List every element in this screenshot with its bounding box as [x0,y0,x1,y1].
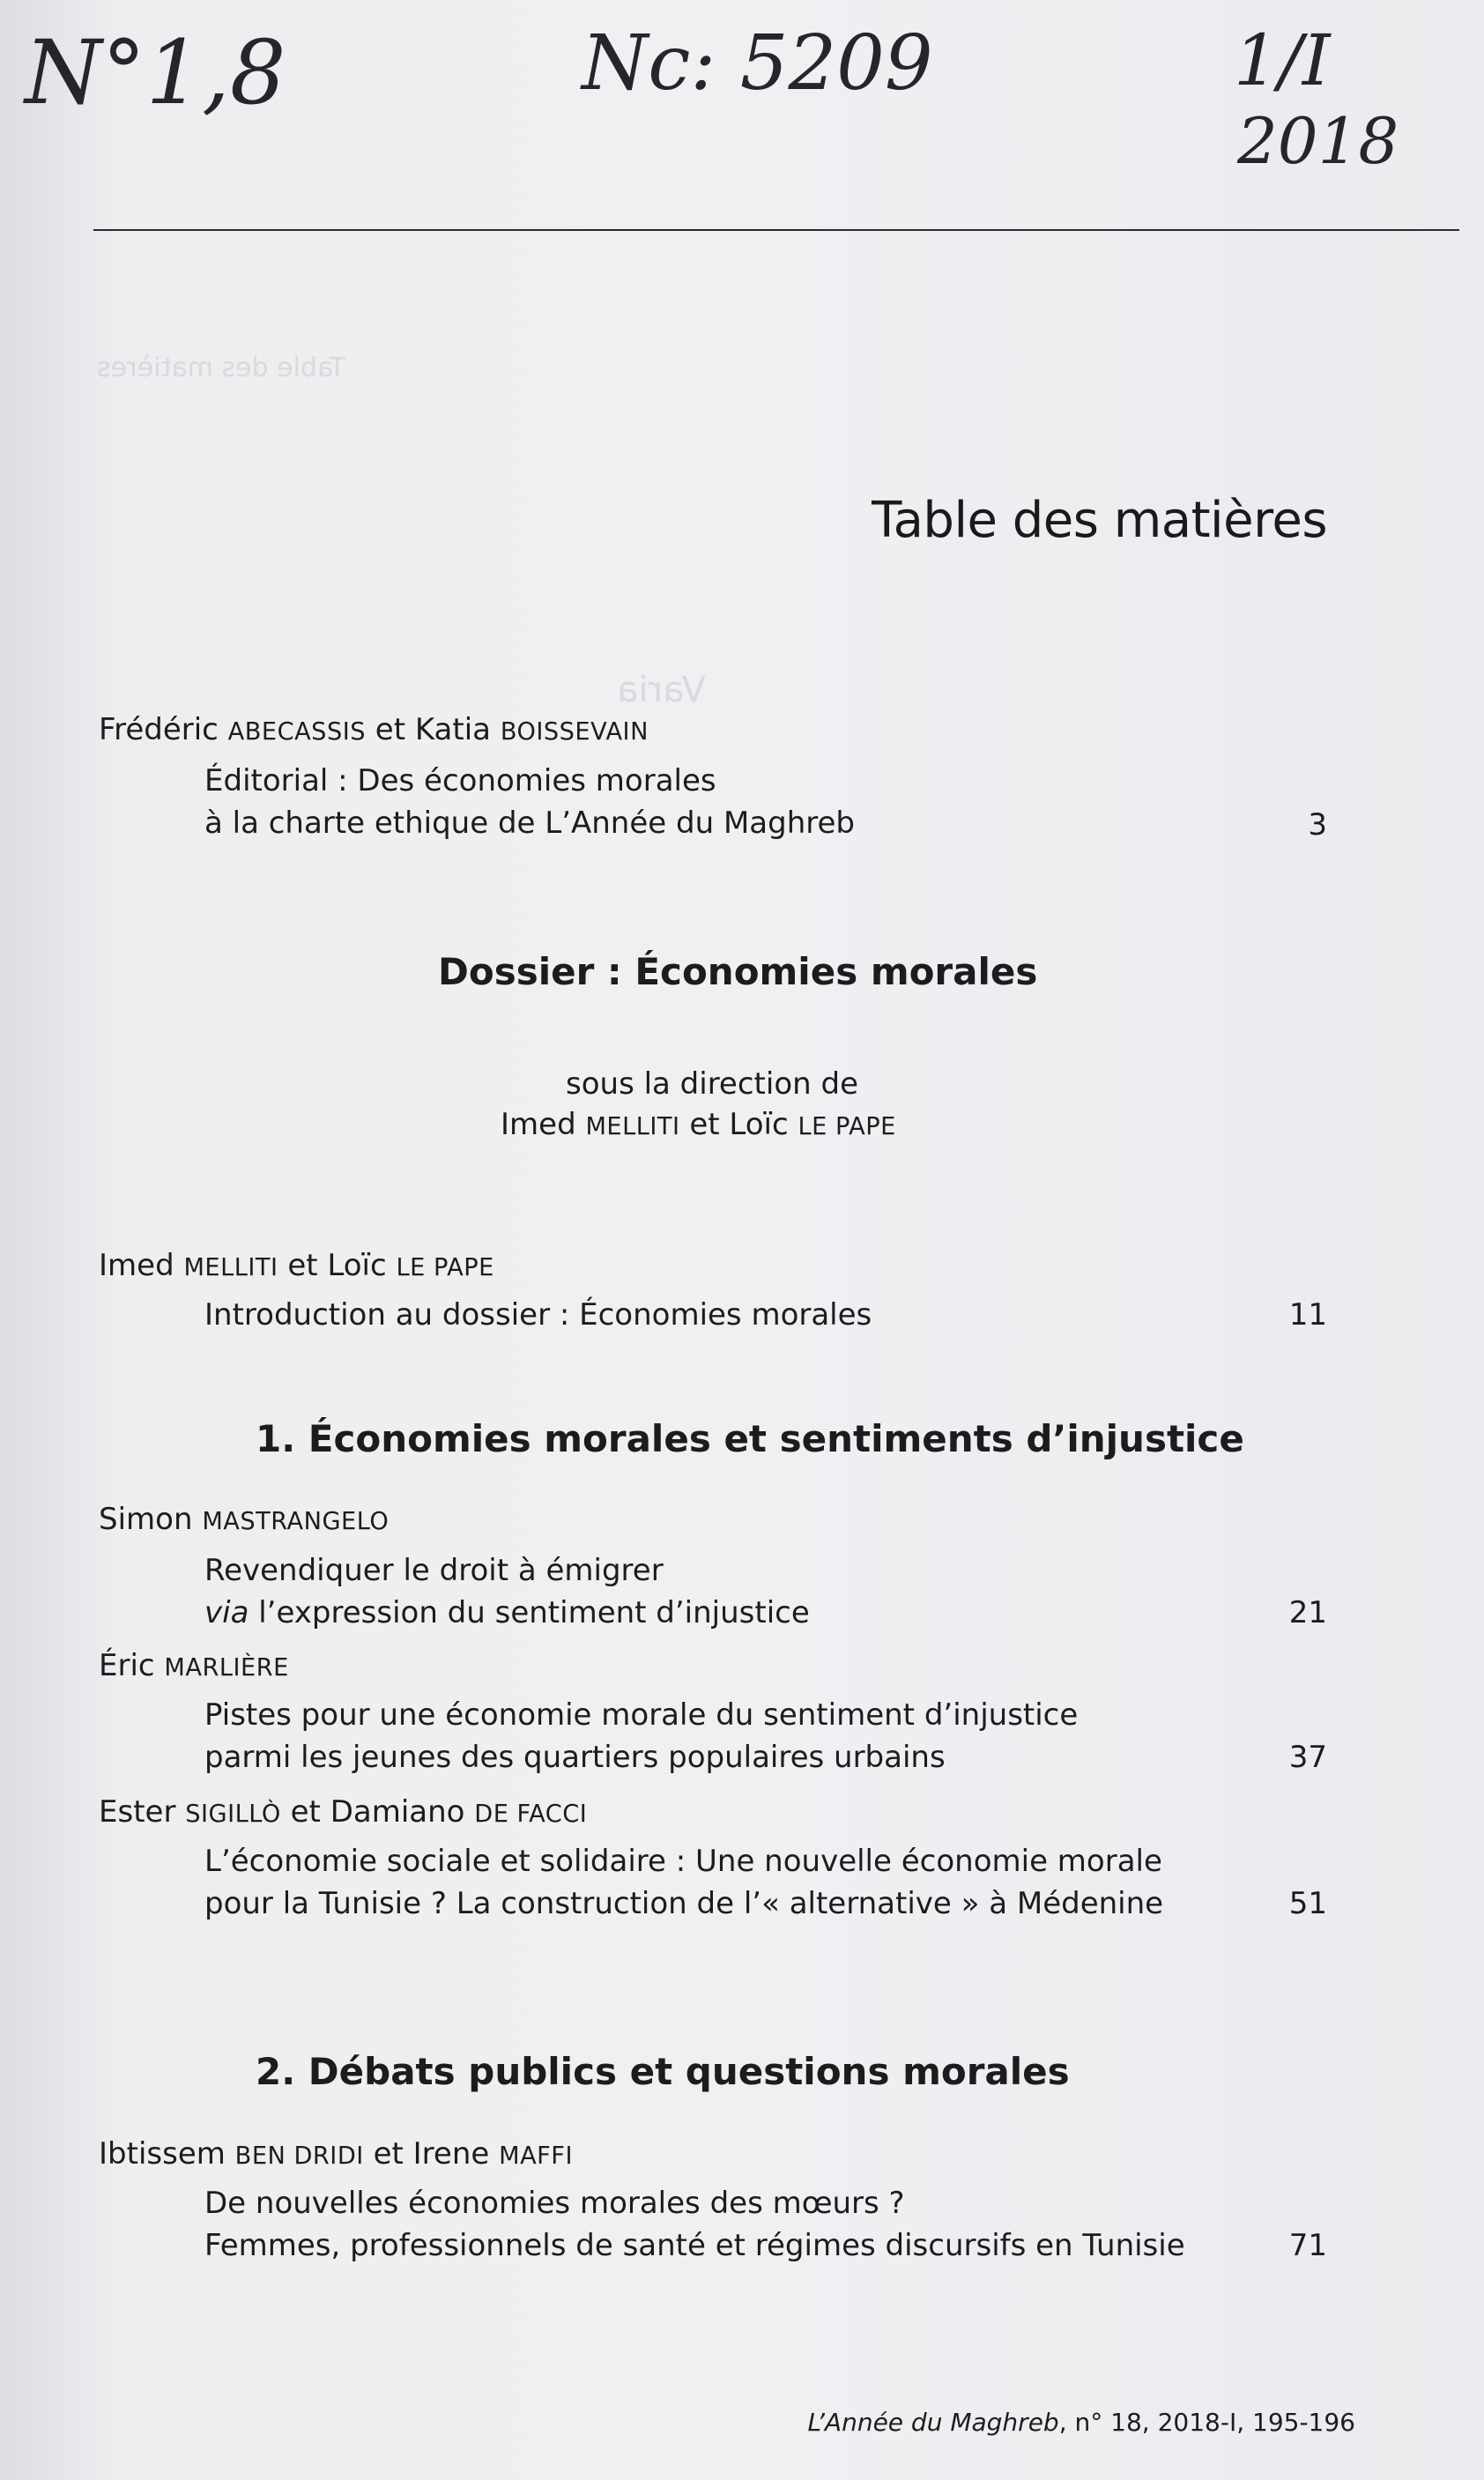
dossier-direction-label: sous la direction de [566,1066,858,1102]
italic-word: via [204,1595,249,1630]
entry-title-line1: Revendiquer le droit à émigrer [204,1553,664,1588]
section1-heading: 1. Économies morales et sentiments d’injustice [256,1417,1244,1460]
entry-title-line1: Pistes pour une économie morale du sentiment d’injustice [204,1697,1079,1733]
editorial-authors [99,712,649,747]
author-first: Imed [99,1248,184,1283]
handwritten-year: 2018 [1237,104,1399,178]
entry-page-number: 21 [1288,1595,1327,1630]
show-through-text: Varia [617,670,706,710]
page-title: Table des matières [872,492,1327,549]
entry-title-line1: De nouvelles économies morales des mœurs ? [204,2186,905,2221]
author-join: et Damiano [280,1794,475,1830]
editorial-title-line1: Éditorial : Des économies morales [204,763,716,798]
author-last: LE PAPE [396,1254,494,1281]
editorial-title-line2: à la charte ethique de L’Année du Maghreb [204,806,855,841]
entry-title-line2: pour la Tunisie ? La construction de l’« alternative » à Médenine [204,1886,1164,1921]
show-through-text: Table des matières [97,353,345,383]
intro-title: Introduction au dossier : Économies morales [204,1297,872,1333]
author-first: Simon [99,1502,203,1537]
director-last: MELLITI [585,1113,680,1140]
author-last: MAFFI [499,2142,573,2170]
journal-name: L’Année du Maghreb [807,2408,1059,2437]
director-last: LE PAPE [798,1113,896,1140]
entry-authors [99,1648,289,1683]
author-last: DE FACCI [474,1801,588,1828]
entry-page-number: 51 [1288,1886,1327,1921]
entry-title-rest: l’expression du sentiment d’injustice [249,1595,810,1630]
entry-authors [99,2136,573,2172]
author-last: BOISSEVAIN [500,718,649,746]
director-first: Imed [501,1107,586,1142]
entry-title-line2 [204,1595,810,1630]
dossier-directors [501,1107,896,1142]
author-join: et Loïc [278,1248,397,1283]
intro-page-number: 11 [1288,1297,1327,1333]
author-last: ABECASSIS [227,718,366,746]
entry-title-line2: parmi les jeunes des quartiers populaires urbains [204,1740,946,1775]
handwritten-number: N°1,8 [25,21,286,124]
author-first: Frédéric [99,712,228,747]
intro-authors [99,1248,494,1283]
author-join: et Irene [363,2136,500,2172]
author-last: MASTRANGELO [202,1508,390,1535]
author-join: et Katia [365,712,501,747]
header-rule [93,229,1459,231]
entry-authors [99,1794,587,1830]
author-last: MARLIÈRE [164,1654,289,1682]
journal-details: , n° 18, 2018-I, 195-196 [1058,2408,1355,2437]
handwritten-issue: 1/I [1234,19,1331,101]
author-first: Éric [99,1648,165,1683]
entry-page-number: 37 [1288,1740,1327,1775]
entry-title-line1: L’économie sociale et solidaire : Une nouvelle économie morale [204,1844,1162,1879]
author-last: BEN DRIDI [234,2142,364,2170]
handwritten-code: Nc: 5209 [582,19,933,108]
entry-page-number: 71 [1288,2228,1327,2263]
author-last: SIGILLÒ [185,1801,281,1828]
dossier-heading: Dossier : Économies morales [438,950,1038,993]
director-join: et Loïc [679,1107,798,1142]
entry-authors [99,1502,389,1537]
section2-heading: 2. Débats publics et questions morales [256,2050,1070,2093]
editorial-page-number: 3 [1308,807,1327,843]
author-last: MELLITI [183,1254,278,1281]
author-first: Ibtissem [99,2136,235,2172]
entry-title-line2: Femmes, professionnels de santé et régimes discursifs en Tunisie [204,2228,1185,2263]
journal-footer [807,2408,1355,2437]
author-first: Ester [99,1794,186,1830]
